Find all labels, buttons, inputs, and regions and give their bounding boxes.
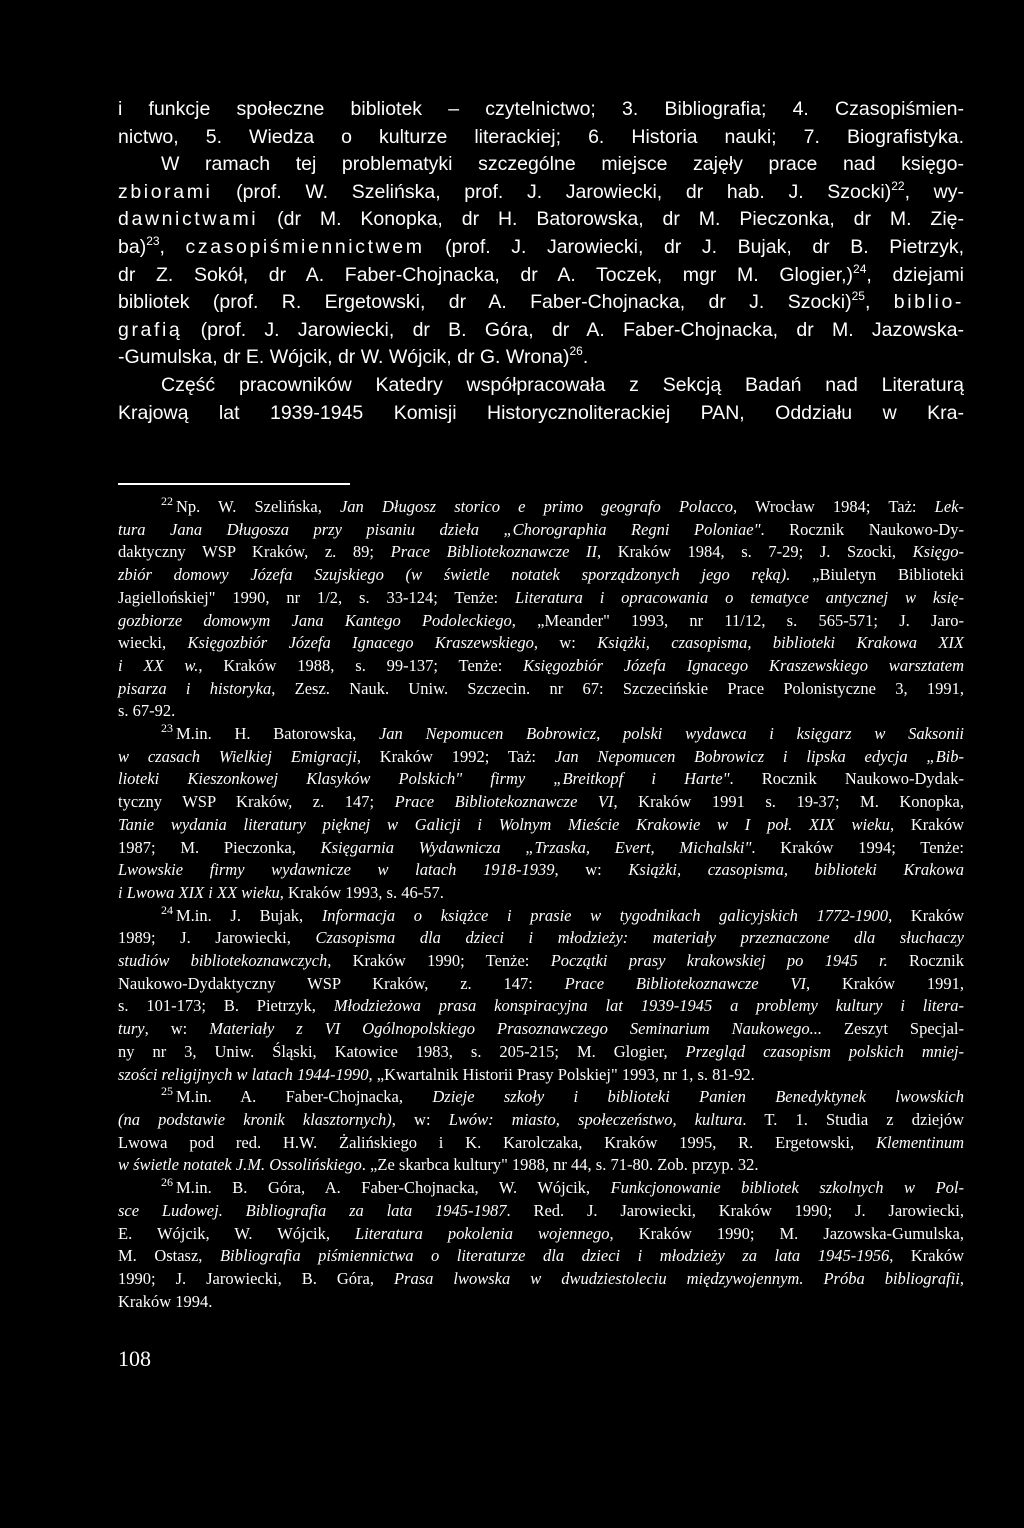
footnote-line: lioteki Kieszonkowej Klasyków Polskich" firmy „Breitkopf i Harte". Rocznik Naukowo-Dydak-: [118, 769, 964, 789]
footnote-24: $^{24}$ M.in. J. Bujak, Informacja o książce i prasie w tygodnikach galicyjskich 1772-1900, Kraków: [161, 902, 964, 925]
footnote-line: s. 101-173; B. Pietrzyk, Młodzieżowa prasa konspiracyjna lat 1939-1945 a problemy kultury i litera-: [118, 996, 964, 1016]
footnote-line: Kraków 1994.: [118, 1291, 213, 1311]
footnote-line: tury, w: Materiały z VI Ogólnopolskiego Prasoznawczego Seminarium Naukowego... Zeszyt Specjal-: [118, 1019, 964, 1039]
footnote-line: (na podstawie kronik klasztornych), w: Lwów: miasto, społeczeństwo, kultura. T. 1. Studia z dziejów: [118, 1109, 965, 1129]
text-line: dawnictwami (dr M. Konopka, dr H. Batorowska, dr M. Pieczonka, dr M. Zię-: [118, 208, 965, 231]
text-line: dr Z. Sokół, dr A. Faber-Chojnacka, dr A. Toczek, mgr M. Glogier,)$^{24}$, dziejami: [118, 261, 964, 286]
footnote-25: $^{25}$ M.in. A. Faber-Chojnacka, Dzieje szkoły i biblioteki Panien Benedyktynek lwowskich: [161, 1084, 964, 1107]
text-line: nictwo, 5. Wiedza o kulturze literackiej; 6. Historia nauki; 7. Biografistyka.: [118, 125, 964, 148]
footnote-line: daktyczny WSP Kraków, z. 89; Prace Bibliotekoznawcze II, Kraków 1984, s. 7-29; J. Szocki, Księgo-: [118, 542, 964, 562]
footnote-separator: [118, 483, 350, 485]
footnote-line: w czasach Wielkiej Emigracji, Kraków 1992; Taż: Jan Nepomucen Bobrowicz i lipska edycja „Bib-: [118, 746, 964, 766]
text-line: i funkcje społeczne bibliotek – czytelnictwo; 3. Bibliografia; 4. Czasopiśmien-: [118, 98, 964, 120]
footnote-line: ny nr 3, Uniw. Śląski, Katowice 1983, s. 205-215; M. Glogier, Przegląd czasopism polskich mniej-: [118, 1041, 964, 1061]
footnote-line: E. Wójcik, W. Wójcik, Literatura pokolenia wojennego, Kraków 1990; M. Jazowska-Gumulska,: [118, 1223, 964, 1243]
footnote-line: zbiór domowy Józefa Szujskiego (w świetle notatek sporządzonych jego ręką). „Biuletyn Biblioteki: [118, 565, 964, 585]
footnote-line: i Lwowa XIX i XX wieku, Kraków 1993, s. 46-57.: [118, 882, 444, 902]
footnote-line: szości religijnych w latach 1944-1990, „Kwartalnik Historii Prasy Polskiej" 1993, nr 1, s. 81-92.: [118, 1064, 755, 1084]
footnote-line: 1989; J. Jarowiecki, Czasopisma dla dzieci i młodzieży: materiały przeznaczone dla słuchaczy: [118, 928, 964, 948]
text-line: W ramach tej problematyki szczególne miejsce zajęły prace nad księgo-: [161, 153, 964, 176]
text-line: zbiorami (prof. W. Szelińska, prof. J. Jarowiecki, dr hab. J. Szocki)$^{22}$, wy-: [118, 178, 964, 203]
footnote-23: $^{23}$ M.in. H. Batorowska, Jan Nepomucen Bobrowicz, polski wydawca i księgarz w Saksonii: [161, 721, 964, 744]
footnote-line: 1990; J. Jarowiecki, B. Góra, Prasa lwowska w dwudziestoleciu międzywojennym. Próba bibliografii,: [118, 1268, 964, 1288]
footnote-line: M. Ostasz, Bibliografia piśmiennictwa o literaturze dla dzieci i młodzieży za lata 1945-1956, Kraków: [118, 1246, 964, 1266]
text-line: Część pracowników Katedry współpracowała z Sekcją Badań nad Literaturą: [161, 373, 964, 396]
text-line: bibliotek (prof. R. Ergetowski, dr A. Faber-Chojnacka, dr J. Szocki)$^{25}$, biblio-: [118, 289, 964, 314]
footnote-line: s. 67-92.: [118, 701, 176, 721]
footnote-line: wiecki, Księgozbiór Józefa Ignacego Kraszewskiego, w: Książki, czasopisma, biblioteki Krakowa XIX: [118, 633, 965, 653]
footnote-line: 1987; M. Pieczonka, Księgarnia Wydawnicza „Trzaska, Evert, Michalski". Kraków 1994; Tenże:: [118, 837, 964, 857]
text-line: -Gumulska, dr E. Wójcik, dr W. Wójcik, dr G. Wrona)$^{26}$.: [118, 344, 589, 369]
footnote-line: sce Ludowej. Bibliografia za lata 1945-1987. Red. J. Jarowiecki, Kraków 1990; J. Jarowiecki,: [118, 1200, 964, 1220]
footnote-26: $^{26}$ M.in. B. Góra, A. Faber-Chojnacka, W. Wójcik, Funkcjonowanie bibliotek szkolnych w Pol-: [161, 1175, 964, 1198]
footnote-line: tyczny WSP Kraków, z. 147; Prace Bibliotekoznawcze VI, Kraków 1991 s. 19-37; M. Konopka,: [118, 792, 965, 812]
footnote-line: Jagiellońskiej" 1990, nr 1/2, s. 33-124; Tenże: Literatura i opracowania o tematyce antycznej w księ-: [118, 587, 964, 607]
text-line: ba)$^{23}$, czasopiśmiennictwem (prof. J. Jarowiecki, dr J. Bujak, dr B. Pietrzyk,: [118, 233, 964, 258]
main-text: [118, 96, 964, 427]
footnote-22: $^{22}$ Np. W. Szelińska, Jan Długosz storico e primo geografo Polacco, Wrocław 1984; Taż: Lek-: [161, 494, 964, 516]
footnote-line: Naukowo-Dydaktyczny WSP Kraków, z. 147: Prace Bibliotekoznawcze VI, Kraków 1991,: [118, 973, 965, 993]
text-line: grafią (prof. J. Jarowiecki, dr B. Góra, dr A. Faber-Chojnacka, dr M. Jazowska-: [118, 318, 964, 341]
footnote-line: Tanie wydania literatury pięknej w Galicji i Wolnym Mieście Krakowie w I poł. XIX wieku, Kraków: [118, 814, 964, 834]
footnote-line: Lwowskie firmy wydawnicze w latach 1918-1939, w: Książki, czasopisma, biblioteki Krakowa: [118, 860, 965, 880]
footnote-line: tura Jana Długosza przy pisaniu dzieła „Chorographia Regni Poloniae". Rocznik Naukowo-Dy-: [118, 519, 965, 539]
footnotes: [118, 496, 964, 1313]
footnote-line: pisarza i historyka, Zesz. Nauk. Uniw. Szczecin. nr 67: Szczecińskie Prace Polonistyczne 3, 1991,: [118, 678, 965, 698]
footnote-line: i XX w., Kraków 1988, s. 99-137; Tenże: Księgozbiór Józefa Ignacego Kraszewskiego warsztatem: [118, 655, 964, 675]
footnote-line: gozbiorze domowym Jana Kantego Podoleckiego, „Meander" 1993, nr 11/12, s. 565-571; J. Jaro-: [118, 610, 964, 630]
text-line: Krajową lat 1939-1945 Komisji Historycznoliterackiej PAN, Oddziału w Kra-: [118, 401, 964, 424]
footnote-line: w świetle notatek J.M. Ossolińskiego. „Ze skarbca kultury" 1988, nr 44, s. 71-80. Zob. przyp. 32.: [118, 1155, 759, 1175]
footnote-line: Lwowa pod red. H.W. Żalińskiego i K. Karolczaka, Kraków 1995, R. Ergetowski, Klementinum: [118, 1132, 964, 1152]
page-number: 108: [118, 1346, 151, 1371]
footnote-line: studiów bibliotekoznawczych, Kraków 1990; Tenże: Początki prasy krakowskiej po 1945 r. Rocznik: [118, 951, 964, 971]
